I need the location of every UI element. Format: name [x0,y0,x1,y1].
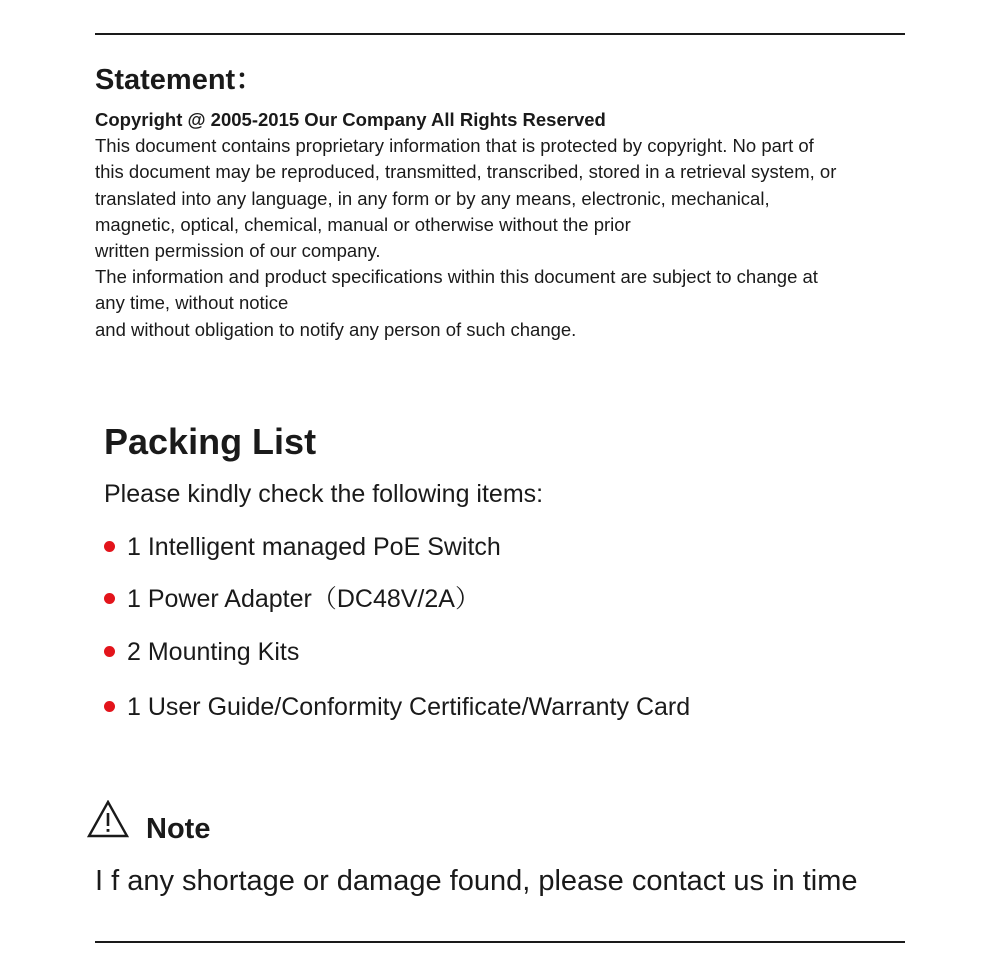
statement-body [95,107,915,343]
bullet-dot-icon [104,541,115,552]
packing-list-item [104,637,299,667]
statement-line: The information and product specifications within this document are subject to change at [95,266,818,288]
bullet-dot-icon [104,593,115,604]
warning-triangle-icon [87,800,129,838]
statement-line: written permission of our company. [95,240,381,262]
bottom-divider [95,941,905,943]
packing-item-text: 2 Mounting Kits [127,638,300,666]
statement-line: magnetic, optical, chemical, manual or otherwise without the prior [95,213,631,235]
packing-list-item [104,532,501,562]
statement-line: this document may be reproduced, transmitted, transcribed, stored in a retrieval system, or [95,161,837,183]
statement-line: translated into any language, in any form or by any means, electronic, mechanical, [95,187,770,209]
note-title: Note [146,813,211,845]
statement-title: Statement： [95,64,265,96]
packing-item-text: 1 Intelligent managed PoE Switch [127,533,501,561]
statement-line: This document contains proprietary information that is protected by copyright. No part of [95,135,814,157]
packing-list-title: Packing List [104,421,317,462]
statement-line: any time, without notice [95,292,289,314]
packing-item-text: 1 Power Adapter（DC48V/2A） [127,585,480,613]
bullet-dot-icon [104,701,115,712]
packing-item-text: 1 User Guide/Conformity Certificate/Warranty Card [127,693,691,721]
statement-line: and without obligation to notify any person of such change. [95,318,577,340]
packing-list-item [104,584,480,614]
note-text: I f any shortage or damage found, please contact us in time [95,865,858,897]
bullet-dot-icon [104,646,115,657]
copyright-line: Copyright @ 2005-2015 Our Company All Rights Reserved [95,109,606,130]
packing-list-intro: Please kindly check the following items: [104,480,544,508]
top-divider [95,33,905,35]
packing-list-item [104,692,690,722]
